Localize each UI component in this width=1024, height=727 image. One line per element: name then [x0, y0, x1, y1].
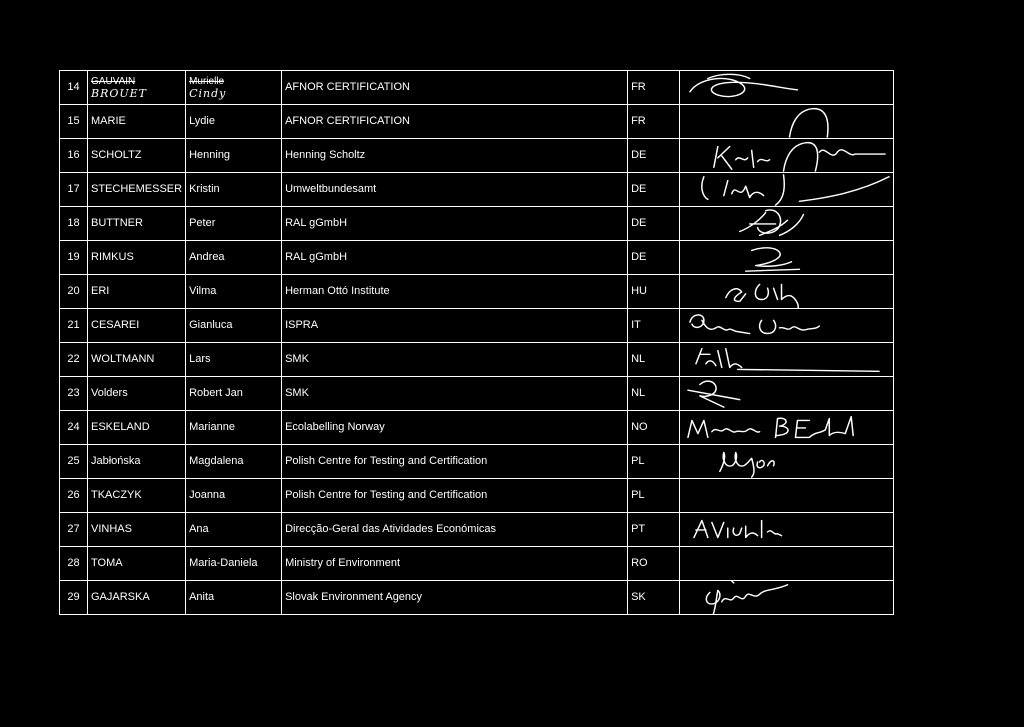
surname-cell: GAJARSKA — [88, 581, 186, 615]
organisation-cell: Slovak Environment Agency — [282, 581, 628, 615]
first-name-cell: Andrea — [186, 241, 282, 275]
signature-graphic — [680, 241, 893, 274]
row-number: 15 — [60, 105, 88, 139]
organisation-cell: Ecolabelling Norway — [282, 411, 628, 445]
surname-cell: MARIE — [88, 105, 186, 139]
country-cell: FR — [628, 71, 680, 105]
row-number: 29 — [60, 581, 88, 615]
first-name-cell — [186, 71, 282, 105]
country-cell: DE — [628, 173, 680, 207]
organisation-cell: Polish Centre for Testing and Certification — [282, 479, 628, 513]
country-cell: NL — [628, 377, 680, 411]
first-name-cell: Magdalena — [186, 445, 282, 479]
table-row — [60, 139, 894, 173]
signature-cell — [680, 445, 894, 479]
country-cell: DE — [628, 207, 680, 241]
row-number: 28 — [60, 547, 88, 581]
signature-cell — [680, 581, 894, 615]
surname-handwritten: BROUET — [91, 86, 148, 100]
organisation-cell: RAL gGmbH — [282, 207, 628, 241]
table-row — [60, 445, 894, 479]
signature-graphic — [680, 207, 893, 240]
attendance-table — [59, 70, 894, 615]
surname-struck: GAUVAIN — [91, 75, 136, 87]
signature-graphic — [680, 343, 893, 376]
organisation-cell: Herman Ottó Institute — [282, 275, 628, 309]
table-row — [60, 479, 894, 513]
row-number: 22 — [60, 343, 88, 377]
row-number: 16 — [60, 139, 88, 173]
signature-cell — [680, 241, 894, 275]
country-cell: PL — [628, 445, 680, 479]
table-row — [60, 411, 894, 445]
table-row — [60, 71, 894, 105]
organisation-cell: SMK — [282, 343, 628, 377]
signature-cell — [680, 479, 894, 513]
signature-cell — [680, 139, 894, 173]
surname-cell: STECHEMESSER — [88, 173, 186, 207]
organisation-cell: Henning Scholtz — [282, 139, 628, 173]
table-row — [60, 275, 894, 309]
table-row — [60, 207, 894, 241]
table-row — [60, 343, 894, 377]
signature-graphic — [680, 71, 893, 104]
row-number: 14 — [60, 71, 88, 105]
signature-cell — [680, 309, 894, 343]
country-cell: DE — [628, 241, 680, 275]
first-name-cell: Maria-Daniela — [186, 547, 282, 581]
surname-cell: WOLTMANN — [88, 343, 186, 377]
row-number: 25 — [60, 445, 88, 479]
signature-graphic — [680, 581, 893, 614]
organisation-cell: ISPRA — [282, 309, 628, 343]
table-row — [60, 377, 894, 411]
surname-cell: Jabłońska — [88, 445, 186, 479]
table-row — [60, 513, 894, 547]
surname-cell: CESAREI — [88, 309, 186, 343]
table-row — [60, 241, 894, 275]
surname-cell: ESKELAND — [88, 411, 186, 445]
organisation-cell: Umweltbundesamt — [282, 173, 628, 207]
first-name-cell: Lydie — [186, 105, 282, 139]
country-cell: FR — [628, 105, 680, 139]
signature-graphic — [680, 139, 893, 172]
organisation-cell: Ministry of Environment — [282, 547, 628, 581]
first-name-struck: Murielle — [189, 75, 225, 87]
signature-cell — [680, 377, 894, 411]
organisation-cell: AFNOR CERTIFICATION — [282, 105, 628, 139]
organisation-cell: RAL gGmbH — [282, 241, 628, 275]
first-name-cell: Lars — [186, 343, 282, 377]
signature-graphic — [680, 173, 893, 206]
table-row — [60, 173, 894, 207]
country-cell: SK — [628, 581, 680, 615]
signature-cell — [680, 513, 894, 547]
first-name-cell: Vilma — [186, 275, 282, 309]
signature-cell — [680, 105, 894, 139]
row-number: 19 — [60, 241, 88, 275]
signature-cell — [680, 173, 894, 207]
country-cell: NL — [628, 343, 680, 377]
signature-cell — [680, 343, 894, 377]
signature-graphic — [680, 275, 893, 308]
first-name-cell: Joanna — [186, 479, 282, 513]
first-name-cell: Gianluca — [186, 309, 282, 343]
organisation-cell: AFNOR CERTIFICATION — [282, 71, 628, 105]
table-row — [60, 581, 894, 615]
row-number: 17 — [60, 173, 88, 207]
surname-cell: SCHOLTZ — [88, 139, 186, 173]
first-name-cell: Kristin — [186, 173, 282, 207]
country-cell: DE — [628, 139, 680, 173]
row-number: 26 — [60, 479, 88, 513]
surname-cell: BUTTNER — [88, 207, 186, 241]
signature-graphic — [680, 309, 893, 342]
country-cell: IT — [628, 309, 680, 343]
first-name-handwritten: Cindy — [189, 86, 227, 100]
first-name-cell: Marianne — [186, 411, 282, 445]
country-cell: PL — [628, 479, 680, 513]
first-name-cell: Henning — [186, 139, 282, 173]
row-number: 21 — [60, 309, 88, 343]
country-cell: RO — [628, 547, 680, 581]
surname-cell: TOMA — [88, 547, 186, 581]
table-row — [60, 309, 894, 343]
surname-cell — [88, 71, 186, 105]
first-name-cell: Anita — [186, 581, 282, 615]
first-name-cell: Robert Jan — [186, 377, 282, 411]
signature-graphic — [680, 411, 893, 444]
first-name-cell: Ana — [186, 513, 282, 547]
organisation-cell: SMK — [282, 377, 628, 411]
surname-cell: ERI — [88, 275, 186, 309]
organisation-cell: Direcção-Geral das Atividades Económicas — [282, 513, 628, 547]
surname-cell: Volders — [88, 377, 186, 411]
surname-cell: TKACZYK — [88, 479, 186, 513]
row-number: 23 — [60, 377, 88, 411]
surname-cell: RIMKUS — [88, 241, 186, 275]
organisation-cell: Polish Centre for Testing and Certification — [282, 445, 628, 479]
row-number: 18 — [60, 207, 88, 241]
first-name-cell: Peter — [186, 207, 282, 241]
surname-cell: VINHAS — [88, 513, 186, 547]
signature-cell — [680, 411, 894, 445]
country-cell: NO — [628, 411, 680, 445]
signature-graphic — [680, 445, 893, 478]
country-cell: HU — [628, 275, 680, 309]
row-number: 27 — [60, 513, 88, 547]
signature-cell — [680, 547, 894, 581]
row-number: 24 — [60, 411, 88, 445]
table-row — [60, 105, 894, 139]
country-cell: PT — [628, 513, 680, 547]
signature-graphic — [680, 105, 893, 138]
table-row — [60, 547, 894, 581]
signature-graphic — [680, 377, 893, 410]
signature-cell — [680, 71, 894, 105]
row-number: 20 — [60, 275, 88, 309]
signature-cell — [680, 207, 894, 241]
signature-graphic — [680, 513, 893, 546]
signature-cell — [680, 275, 894, 309]
